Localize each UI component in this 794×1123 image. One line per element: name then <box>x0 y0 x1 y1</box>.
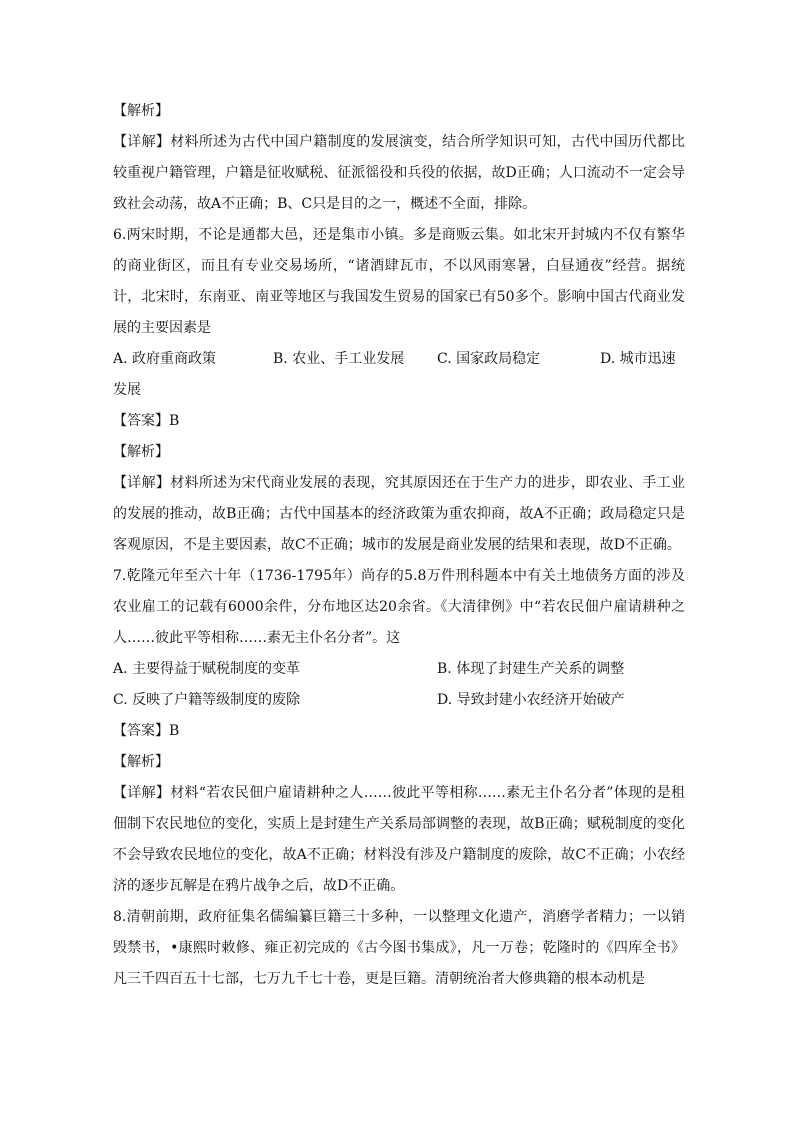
option-d: D. 导致封建小农经济开始破产 <box>437 692 625 708</box>
answer-label: 【答案】B <box>113 723 180 739</box>
analysis-heading: 【解析】 <box>113 444 169 460</box>
document-page <box>113 96 685 995</box>
question-8-stem: 8.清朝前期，政府征集名儒编纂巨籍三十多种，一以整理文化遗产，消磨学者精力；一以销毁禁书，•康熙时敕修、雍正初完成的《古今图书集成》，凡一万卷；乾隆时的《四库全书》凡三千四百五十七部，七万九千七十卷，更是巨籍。清朝统治者大修典籍的根本动机是 <box>113 909 685 987</box>
option-c: C. 国家政局稳定 <box>437 351 541 367</box>
option-d: D. 城市迅速 <box>600 351 676 367</box>
question-6-stem: 6.两宋时期，不论是通都大邑，还是集市小镇。多是商贩云集。如北宋开封城内不仅有繁华的商业街区，而且有专业交易场所，“诸酒肆瓦市，不以风雨寒暑，白昼通夜”经营。据统计，北宋时，东南亚、南亚等地区与我国发生贸易的国家已有50多个。影响中国古代商业发展的主要因素是 <box>113 227 685 336</box>
question-7-stem: 7.乾隆元年至六十年（1736-1795年）尚存的5.8万件刑科题本中有关土地债务方面的涉及农业雇工的记载有6000余件，分布地区达20余省。《大清律例》中“若农民佃户雇请耕种之人……彼此平等相称……素无主仆名分者”。这 <box>113 568 685 646</box>
analysis-heading: 【解析】 <box>113 754 169 770</box>
answer-label: 【答案】B <box>113 413 180 429</box>
detail-paragraph: 【详解】材料所述为古代中国户籍制度的发展演变，结合所学知识可知，古代中国历代都比较重视户籍管理，户籍是征收赋税、征派徭役和兵役的依据，故D正确；人口流动不一定会导致社会动荡，故A不正确；B、C只是目的之一，概述不全面，排除。 <box>113 134 685 212</box>
detail-paragraph: 【详解】材料所述为宋代商业发展的表现，究其原因还在于生产力的进步，即农业、手工业的发展的推动，故B正确；古代中国基本的经济政策为重农抑商，故A不正确；政局稳定只是客观原因，不是主要因素，故C不正确；城市的发展是商业发展的结果和表现，故D不正确。 <box>113 475 685 553</box>
option-b: B. 农业、手工业发展 <box>273 351 405 367</box>
option-b: B. 体现了封建生产关系的调整 <box>437 661 625 677</box>
option-c: C. 反映了户籍等级制度的废除 <box>113 692 301 708</box>
option-a: A. 主要得益于赋税制度的变革 <box>113 661 301 677</box>
question-6-options <box>113 344 685 375</box>
detail-paragraph: 【详解】材料“若农民佃户雇请耕种之人……彼此平等相称……素无主仆名分者”体现的是租佃制下农民地位的变化，实质上是封建生产关系局部调整的表现，故B正确；赋税制度的变化不会导致农民地位的变化，故A不正确；材料没有涉及户籍制度的废除，故C不正确；小农经济的逐步瓦解是在鸦片战争之后，故D不正确。 <box>113 785 685 894</box>
analysis-heading: 【解析】 <box>113 103 169 119</box>
question-7-options-row-2 <box>113 685 685 716</box>
option-a: A. 政府重商政策 <box>113 351 217 367</box>
question-7-options-row-1 <box>113 654 685 685</box>
option-d-continued: 发展 <box>113 382 141 398</box>
